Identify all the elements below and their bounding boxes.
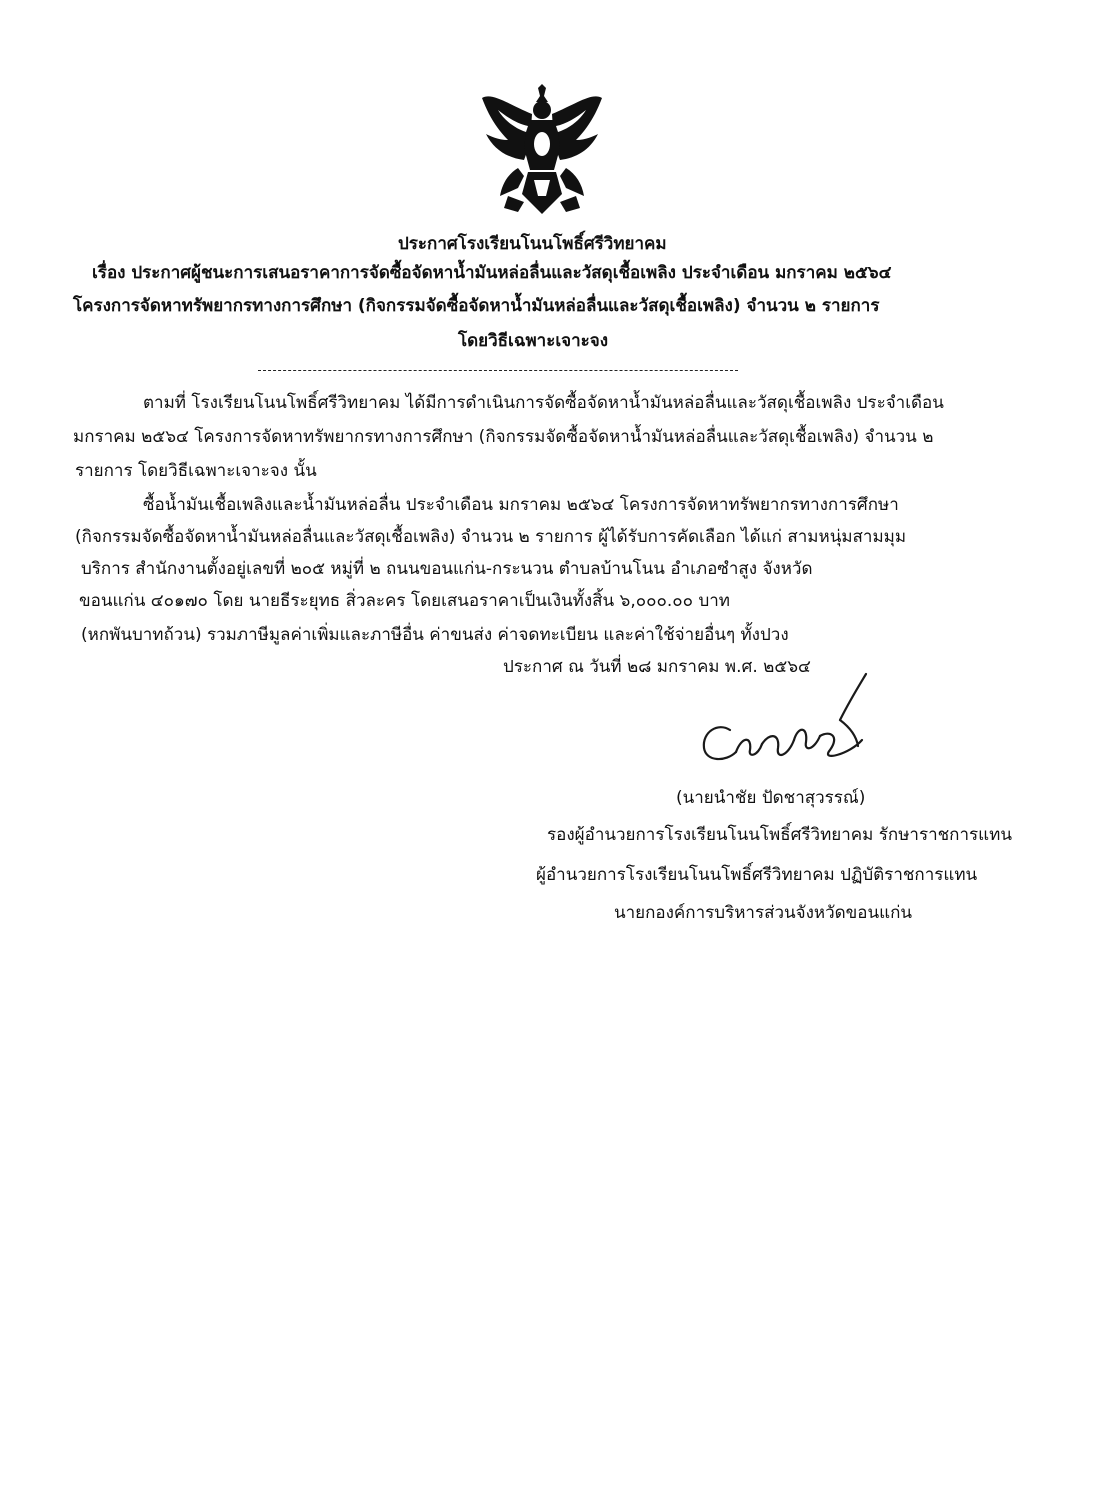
paragraph-2-line-1: ซื้อน้ำมันเชื้อเพลิงและน้ำมันหล่อลื่น ประจำเดือน มกราคม ๒๕๖๔ โครงการจัดหาทรัพยากรทางการศึกษา [143, 495, 899, 515]
subject-line-3: โดยวิธีเฉพาะเจาะจง [458, 331, 609, 351]
paragraph-2-line-5: (หกพันบาทถ้วน) รวมภาษีมูลค่าเพิ่มและภาษีอื่น ค่าขนส่ง ค่าจดทะเบียน และค่าใช้จ่ายอื่นๆ ทั้งปวง [81, 625, 789, 645]
signatory-name: (นายนำชัย ปัดชาสุวรรณ์) [676, 788, 866, 808]
announcement-date: ประกาศ ณ วันที่ ๒๘ มกราคม พ.ศ. ๒๕๖๔ [503, 657, 811, 677]
signatory-position-3: นายกองค์การบริหารส่วนจังหวัดขอนแก่น [614, 903, 912, 923]
garuda-emblem-icon [478, 84, 606, 216]
subject-line-2: โครงการจัดหาทรัพยากรทางการศึกษา (กิจกรรมจัดซื้อจัดหาน้ำมันหล่อลื่นและวัสดุเชื้อเพลิง) จำนวน ๒ รายการ [73, 296, 880, 316]
paragraph-1-line-2: มกราคม ๒๕๖๔ โครงการจัดหาทรัพยากรทางการศึกษา (กิจกรรมจัดซื้อจัดหาน้ำมันหล่อลื่นและวัสดุเชื้อเพลิง) จำนวน ๒ [73, 427, 934, 447]
signatory-position-2: ผู้อำนวยการโรงเรียนโนนโพธิ์ศรีวิทยาคม ปฏิบัติราชการแทน [536, 865, 978, 885]
paragraph-2-line-3: บริการ สำนักงานตั้งอยู่เลขที่ ๒๐๕ หมู่ที่ ๒ ถนนขอนแก่น-กระนวน ตำบลบ้านโนน อำเภอซำสูง จังหวัด [81, 559, 813, 579]
paragraph-2-line-2: (กิจกรรมจัดซื้อจัดหาน้ำมันหล่อลื่นและวัสดุเชื้อเพลิง) จำนวน ๒ รายการ ผู้ได้รับการคัดเลือก ได้แก่ สามหนุ่มสามมุม [75, 527, 907, 547]
signatory-position-1: รองผู้อำนวยการโรงเรียนโนนโพธิ์ศรีวิทยาคม รักษาราชการแทน [547, 825, 1012, 845]
divider [258, 370, 738, 371]
handwritten-signature [690, 670, 870, 780]
paragraph-2-line-4: ขอนแก่น ๔๐๑๗๐ โดย นายธีระยุทธ สิ่วละคร โดยเสนอราคาเป็นเงินทั้งสิ้น ๖,๐๐๐.๐๐ บาท [79, 591, 730, 611]
paragraph-1-line-3: รายการ โดยวิธีเฉพาะเจาะจง นั้น [75, 461, 317, 481]
document-title: ประกาศโรงเรียนโนนโพธิ์ศรีวิทยาคม [398, 234, 667, 254]
paragraph-1-line-1: ตามที่ โรงเรียนโนนโพธิ์ศรีวิทยาคม ได้มีการดำเนินการจัดซื้อจัดหาน้ำมันหล่อลื่นและวัสดุเชื้อเพลิง ประจำเดือน [143, 393, 944, 413]
subject-line-1: เรื่อง ประกาศผู้ชนะการเสนอราคาการจัดซื้อจัดหาน้ำมันหล่อลื่นและวัสดุเชื้อเพลิง ประจำเดือน มกราคม ๒๕๖๔ [92, 263, 892, 283]
